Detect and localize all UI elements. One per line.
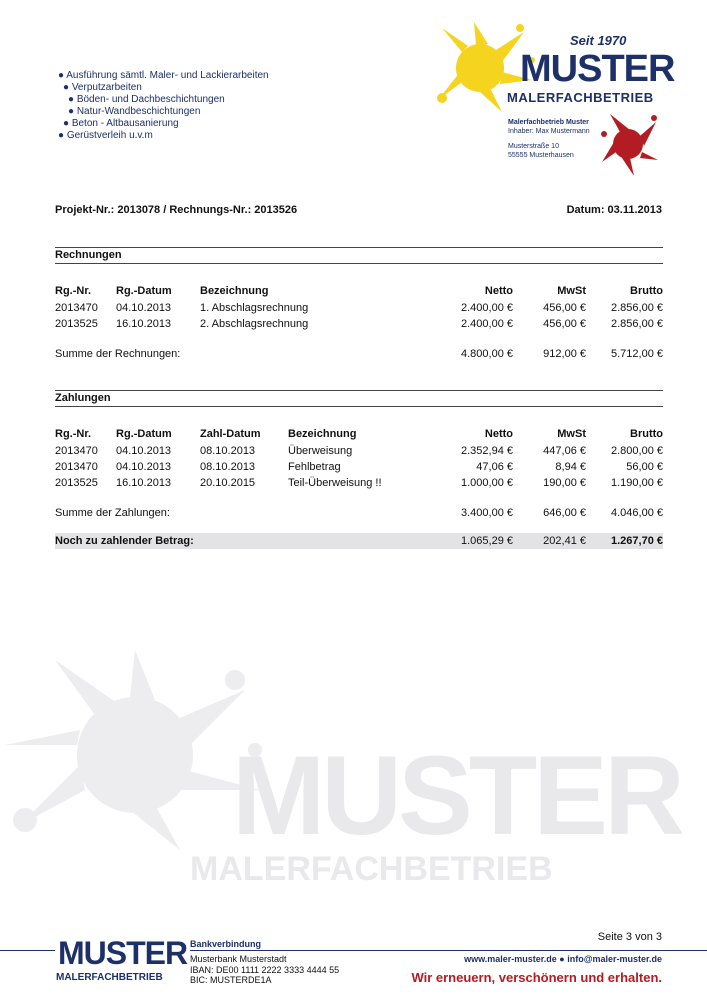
- company-city: 55555 Musterhausen: [508, 152, 574, 159]
- cell-gross: 1.190,00 €: [611, 477, 663, 489]
- table-row: [55, 300, 663, 316]
- due-label: Noch zu zahlender Betrag:: [55, 535, 194, 547]
- cell-desc: Überweisung: [288, 445, 353, 457]
- cell-vat: 190,00 €: [543, 477, 586, 489]
- cell-vat: 456,00 €: [543, 302, 586, 314]
- bank-name: Musterbank Musterstadt: [190, 954, 287, 964]
- col-vat: MwSt: [557, 285, 586, 297]
- col-date: Rg.-Datum: [116, 428, 172, 440]
- table-row: [55, 475, 663, 491]
- cell-desc: Fehlbetrag: [288, 461, 341, 473]
- project-number: Projekt-Nr.: 2013078 / Rechnungs-Nr.: 2013526: [55, 204, 298, 216]
- sum-net: 3.400,00 €: [461, 507, 513, 519]
- cell-date: 04.10.2013: [116, 302, 172, 314]
- cell-net: 2.400,00 €: [461, 302, 513, 314]
- col-net: Netto: [484, 428, 513, 440]
- payments-table: [55, 425, 663, 549]
- col-net: Netto: [484, 285, 513, 297]
- company-logo: [432, 20, 675, 115]
- table-row: [55, 459, 663, 475]
- col-gross: Brutto: [630, 428, 663, 440]
- col-gross: Brutto: [630, 285, 663, 297]
- sum-label: Summe der Rechnungen:: [55, 348, 181, 360]
- logo-since: Seit 1970: [570, 33, 627, 48]
- company-owner: Inhaber: Max Mustermann: [508, 128, 590, 135]
- cell-gross: 2.856,00 €: [611, 302, 663, 314]
- table-row: [55, 443, 663, 459]
- cell-gross: 2.856,00 €: [611, 318, 663, 330]
- cell-vat: 8,94 €: [555, 461, 586, 473]
- cell-desc: 1. Abschlagsrechnung: [200, 302, 309, 314]
- bank-title: Bankverbindung: [190, 939, 264, 949]
- payments-sum-row: [55, 505, 663, 521]
- footer-logo-name: MUSTER: [55, 936, 190, 970]
- sum-gross: 5.712,00 €: [611, 348, 663, 360]
- footer-logo-subtitle: MALERFACHBETRIEB: [56, 972, 163, 983]
- cell-desc: Teil-Überweisung !!: [288, 477, 382, 489]
- watermark-name: MUSTER: [232, 733, 681, 858]
- document-date: Datum: 03.11.2013: [566, 204, 662, 216]
- cell-date: 16.10.2013: [116, 318, 172, 330]
- service-item: ● Beton - Altbausanierung: [63, 118, 179, 129]
- cell-date: 04.10.2013: [116, 445, 172, 457]
- footer-contact[interactable]: www.maler-muster.de ● info@maler-muster.de: [464, 954, 662, 964]
- cell-nr: 2013470: [55, 302, 98, 314]
- bank-bic: BIC: MUSTERDE1A: [190, 975, 272, 985]
- col-date: Rg.-Datum: [116, 285, 172, 297]
- table-header-row: [55, 425, 663, 443]
- red-splash-icon: [600, 112, 660, 177]
- services-list: [58, 70, 269, 142]
- cell-net: 47,06 €: [476, 461, 513, 473]
- cell-date: 16.10.2013: [116, 477, 172, 489]
- service-item: ● Ausführung sämtl. Maler- und Lackierarbeiten: [58, 70, 269, 81]
- col-paydate: Zahl-Datum: [200, 428, 261, 440]
- service-item: ● Natur-Wandbeschichtungen: [68, 106, 201, 117]
- payments-title: Zahlungen: [55, 392, 111, 404]
- cell-vat: 456,00 €: [543, 318, 586, 330]
- col-nr: Rg.-Nr.: [55, 428, 92, 440]
- cell-gross: 56,00 €: [626, 461, 663, 473]
- cell-net: 2.400,00 €: [461, 318, 513, 330]
- sum-gross: 4.046,00 €: [611, 507, 663, 519]
- sum-vat: 912,00 €: [543, 348, 586, 360]
- invoices-table: [55, 282, 663, 362]
- due-vat: 202,41 €: [543, 535, 586, 547]
- invoices-title: Rechnungen: [55, 249, 122, 261]
- logo-subtitle: MALERFACHBETRIEB: [507, 90, 654, 105]
- cell-paydate: 08.10.2013: [200, 445, 256, 457]
- cell-desc: 2. Abschlagsrechnung: [200, 318, 309, 330]
- due-net: 1.065,29 €: [461, 535, 513, 547]
- watermark-subtitle: MALERFACHBETRIEB: [190, 850, 553, 888]
- watermark-splash-icon: [5, 650, 265, 850]
- footer-tagline: Wir erneuern, verschönern und erhalten.: [411, 970, 662, 985]
- cell-nr: 2013525: [55, 318, 98, 330]
- cell-nr: 2013470: [55, 461, 98, 473]
- cell-paydate: 20.10.2015: [200, 477, 256, 489]
- bank-details: [190, 954, 339, 986]
- col-desc: Bezeichnung: [200, 285, 269, 297]
- table-row: [55, 316, 663, 332]
- cell-nr: 2013470: [55, 445, 98, 457]
- cell-vat: 447,06 €: [543, 445, 586, 457]
- table-header-row: [55, 282, 663, 300]
- cell-date: 04.10.2013: [116, 461, 172, 473]
- cell-nr: 2013525: [55, 477, 98, 489]
- service-item: ● Gerüstverleih u.v.m: [58, 130, 153, 141]
- cell-net: 1.000,00 €: [461, 477, 513, 489]
- cell-gross: 2.800,00 €: [611, 445, 663, 457]
- bank-iban: IBAN: DE00 1111 2222 3333 4444 55: [190, 964, 340, 975]
- logo-name: MUSTER: [520, 48, 675, 90]
- service-item: ● Böden- und Dachbeschichtungen: [68, 94, 225, 105]
- col-nr: Rg.-Nr.: [55, 285, 92, 297]
- col-vat: MwSt: [557, 428, 586, 440]
- service-item: ● Verputzarbeiten: [63, 82, 142, 93]
- cell-net: 2.352,94 €: [461, 445, 513, 457]
- sum-label: Summe der Zahlungen:: [55, 507, 170, 519]
- cell-paydate: 08.10.2013: [200, 461, 256, 473]
- invoices-sum-row: [55, 346, 663, 362]
- col-desc: Bezeichnung: [288, 428, 357, 440]
- company-name: Malerfachbetrieb Muster: [508, 119, 589, 126]
- company-address: [508, 118, 590, 160]
- sum-net: 4.800,00 €: [461, 348, 513, 360]
- sum-vat: 646,00 €: [543, 507, 586, 519]
- page-number: Seite 3 von 3: [597, 931, 662, 943]
- amount-due-row: [55, 533, 663, 549]
- company-street: Musterstraße 10: [508, 143, 559, 150]
- due-gross: 1.267,70 €: [611, 535, 663, 547]
